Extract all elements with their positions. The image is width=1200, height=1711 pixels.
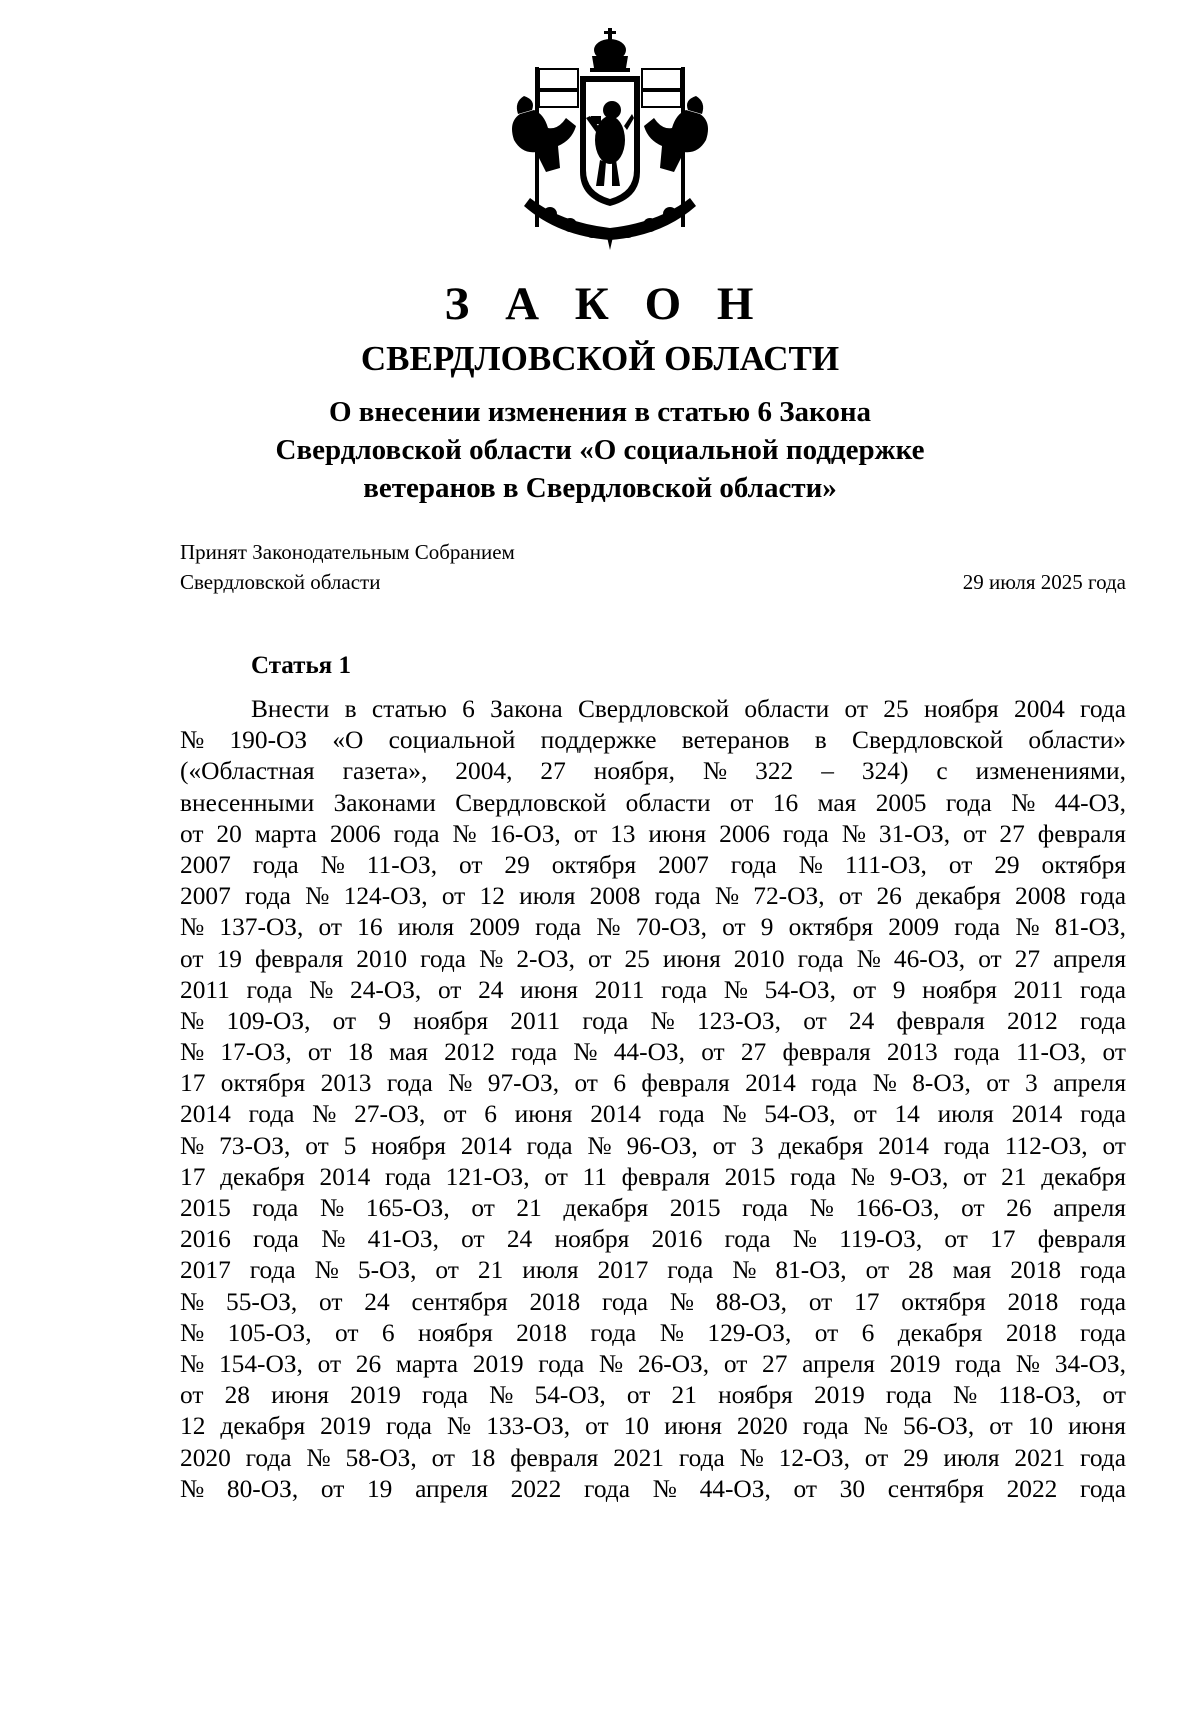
article-text: № 55-ОЗ, от 24 сентября 2018 года № 88-ОЗ, от 17 октября 2018 года	[180, 1287, 1126, 1316]
article-text: № 73-ОЗ, от 5 ноября 2014 года № 96-ОЗ, от 3 декабря 2014 года 112-ОЗ, от	[180, 1131, 1126, 1160]
article-text-line	[180, 1224, 1126, 1255]
article-text: 2020 года № 58-ОЗ, от 18 февраля 2021 года № 12-ОЗ, от 29 июля 2021 года	[180, 1443, 1126, 1472]
law-title: З А К О Н	[444, 278, 766, 330]
article-text-line	[180, 1006, 1126, 1037]
article-text-line	[180, 1443, 1126, 1474]
article-text-line	[180, 1318, 1126, 1349]
article-text: Внести в статью 6 Закона Свердловской области от 25 ноября 2004 года	[251, 695, 1126, 723]
article-text: от 19 февраля 2010 года № 2-ОЗ, от 25 июня 2010 года № 46-ОЗ, от 27 апреля	[180, 944, 1126, 973]
article-text-line	[180, 694, 1126, 725]
article-text-line	[180, 1193, 1126, 1224]
article-body	[180, 694, 1126, 1505]
article-text: внесенными Законами Свердловской области от 16 мая 2005 года № 44-ОЗ,	[180, 788, 1126, 817]
article-text-line	[180, 1255, 1126, 1286]
article-text-line	[180, 912, 1126, 943]
article-text: 2007 года № 11-ОЗ, от 29 октября 2007 года № 111-ОЗ, от 29 октября	[180, 850, 1126, 879]
article-heading: Статья 1	[251, 652, 351, 679]
law-subject	[200, 393, 1000, 507]
article-text: 17 октября 2013 года № 97-ОЗ, от 6 февраля 2014 года № 8-ОЗ, от 3 апреля	[180, 1069, 1126, 1098]
article-text-line	[180, 756, 1126, 787]
article-text: 2007 года № 124-ОЗ, от 12 июля 2008 года № 72-ОЗ, от 26 декабря 2008 года	[180, 882, 1126, 911]
adoption-body	[180, 537, 700, 597]
article-text-line	[180, 725, 1126, 756]
article-text: № 80-ОЗ, от 19 апреля 2022 года № 44-ОЗ, от 30 сентября 2022 года	[180, 1474, 1126, 1503]
article-text-line	[180, 1287, 1126, 1318]
article-text-line	[180, 819, 1126, 850]
adoption-date: 29 июля 2025 года	[962, 570, 1126, 594]
article-text: от 28 июня 2019 года № 54-ОЗ, от 21 ноября 2019 года № 118-ОЗ, от	[180, 1381, 1126, 1410]
article-text: № 105-ОЗ, от 6 ноября 2018 года № 129-ОЗ, от 6 декабря 2018 года	[180, 1318, 1126, 1347]
coat-of-arms-emblem	[500, 22, 720, 252]
law-subject-line: Свердловской области «О социальной поддержке	[275, 434, 925, 466]
article-text: № 17-ОЗ, от 18 мая 2012 года № 44-ОЗ, от 27 февраля 2013 года 11-ОЗ, от	[180, 1038, 1126, 1067]
article-text-line	[180, 1099, 1126, 1130]
article-text-line	[180, 850, 1126, 881]
article-text: 2014 года № 27-ОЗ, от 6 июня 2014 года № 54-ОЗ, от 14 июля 2014 года	[180, 1100, 1126, 1129]
article-text-line	[180, 1037, 1126, 1068]
article-text-line	[180, 1068, 1126, 1099]
article-text-line	[180, 975, 1126, 1006]
article-text: («Областная газета», 2004, 27 ноября, № 322 – 324) с изменениями,	[180, 757, 1126, 786]
article-text: 2011 года № 24-ОЗ, от 24 июня 2011 года № 54-ОЗ, от 9 ноября 2011 года	[180, 975, 1126, 1004]
law-subject-line: О внесении изменения в статью 6 Закона	[328, 396, 872, 428]
article-text: № 137-ОЗ, от 16 июля 2009 года № 70-ОЗ, от 9 октября 2009 года № 81-ОЗ,	[180, 913, 1126, 942]
region-title: СВЕРДЛОВСКОЙ ОБЛАСТИ	[360, 339, 840, 378]
article-text-line	[180, 1162, 1126, 1193]
article-text-line	[180, 1349, 1126, 1380]
article-text: 2017 года № 5-ОЗ, от 21 июля 2017 года № 81-ОЗ, от 28 мая 2018 года	[180, 1256, 1126, 1285]
article-text-line	[180, 1131, 1126, 1162]
article-text: 17 декабря 2014 года 121-ОЗ, от 11 февраля 2015 года № 9-ОЗ, от 21 декабря	[180, 1162, 1126, 1191]
law-subject-line: ветеранов в Свердловской области»	[363, 472, 837, 504]
article-text: № 109-ОЗ, от 9 ноября 2011 года № 123-ОЗ, от 24 февраля 2012 года	[180, 1006, 1126, 1035]
article-text-line	[180, 881, 1126, 912]
adoption-body-line: Свердловской области	[180, 570, 381, 594]
article-text: 2015 года № 165-ОЗ, от 21 декабря 2015 года № 166-ОЗ, от 26 апреля	[180, 1194, 1126, 1222]
article-text: от 20 марта 2006 года № 16-ОЗ, от 13 июня 2006 года № 31-ОЗ, от 27 февраля	[180, 819, 1126, 848]
article-text: № 190-ОЗ «О социальной поддержке ветеранов в Свердловской области»	[180, 726, 1126, 755]
article-text-line	[180, 1380, 1126, 1411]
article-text-line	[180, 1474, 1126, 1505]
article-text: 2016 года № 41-ОЗ, от 24 ноября 2016 года № 119-ОЗ, от 17 февраля	[180, 1225, 1126, 1254]
article-text-line	[180, 944, 1126, 975]
article-text-line	[180, 788, 1126, 819]
adoption-body-line: Принят Законодательным Собранием	[180, 540, 515, 564]
article-text: № 154-ОЗ, от 26 марта 2019 года № 26-ОЗ, от 27 апреля 2019 года № 34-ОЗ,	[180, 1349, 1126, 1378]
article-text-line	[180, 1411, 1126, 1442]
article-text: 12 декабря 2019 года № 133-ОЗ, от 10 июня 2020 года № 56-ОЗ, от 10 июня	[180, 1412, 1126, 1441]
